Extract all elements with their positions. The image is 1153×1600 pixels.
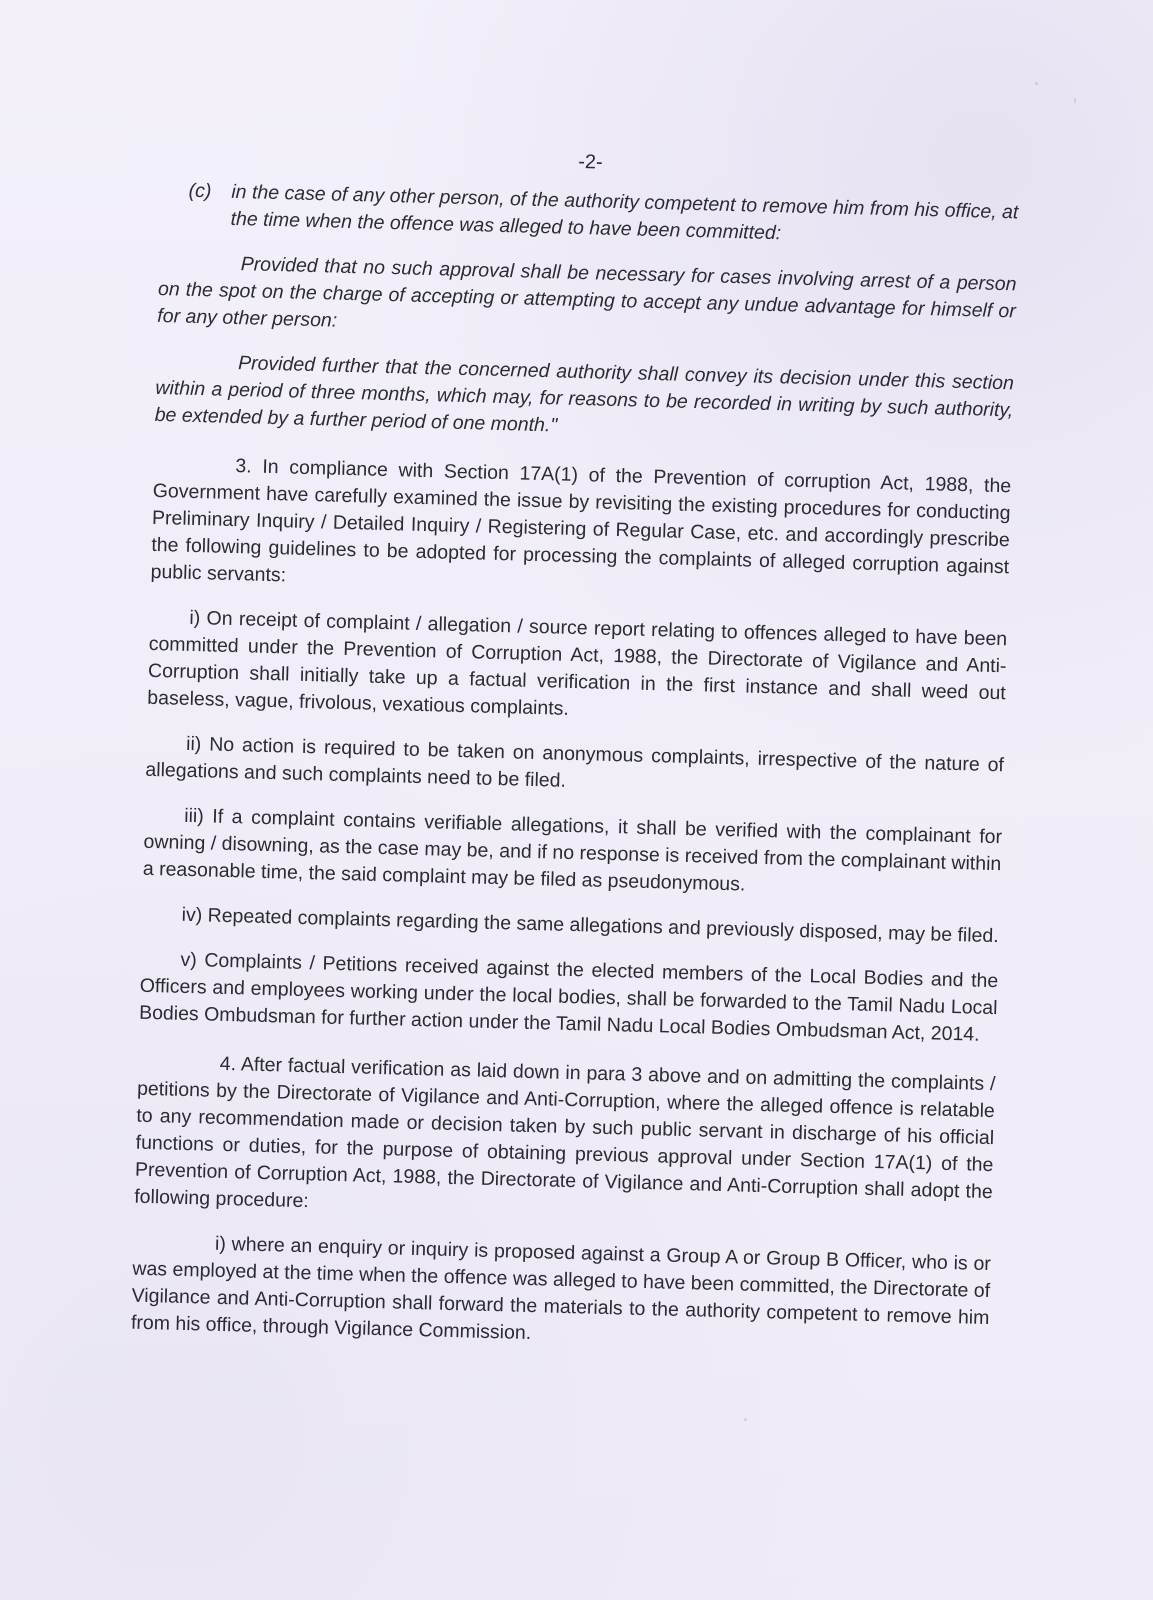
document-body: [130, 138, 1020, 1377]
proviso-1: Provided that no such approval shall be necessary for cases involving arrest of a person on the spot on the charge of accepting or attempting to accept any undue advantage for himself or for any other person:: [157, 253, 1017, 332]
page-number: -2-: [577, 150, 604, 174]
paragraph-3: 3. In compliance with Section 17A(1) of the Prevention of corruption Act, 1988, the Government have carefully examined the issue by revisiting the existing procedures for conducting Preliminary Inquiry / Detailed Inquiry / Registering of Regular Case, etc. and accordingly prescribe the following guidelines to be adopted for processing the complaints of alleged corruption against public servants:: [150, 455, 1012, 587]
paragraph-3-item-i: i) On receipt of complaint / allegation / source report relating to offences alleged to have been committed under the Prevention of Corruption Act, 1988, the Directorate of Vigilance and Anti-Corruption shall initially take up a factual verification in the first instance and shall weed out baseless, vague, frivolous, vexatious complaints.: [147, 606, 1008, 720]
scan-speck: [1035, 82, 1038, 85]
paragraph-4-item-i: i) where an enquiry or inquiry is proposed against a Group A or Group B Officer, who is or was employed at the time when the offence was alleged to have been committed, the Directorate of Vigilance and Anti-Corruption shall forward the materials to the authority competent to remove him from his office, through Vigilance Commission.: [130, 1232, 992, 1345]
paragraph-3-item-iv: iv) Repeated complaints regarding the same allegations and previously disposed, may be filed.: [181, 903, 999, 948]
scan-speck: [1074, 98, 1076, 103]
paragraph-3-item-v: v) Complaints / Petitions received against the elected members of the Local Bodies and the Officers and employees working under the local bodies, shall be forwarded to the Tamil Nadu Local Bodies Ombudsman for further action under the Tamil Nadu Local Bodies Ombudsman Act, 2014.: [138, 948, 999, 1046]
clause-c-text: in the case of any other person, of the authority competent to remove him from his office, at the time when the offence was alleged to have been committed:: [230, 180, 1019, 245]
clause-c: [188, 178, 1019, 254]
clause-c-marker: (c): [188, 179, 212, 203]
paragraph-3-item-iii: iii) If a complaint contains verifiable allegations, it shall be verified with the complainant for owning / disowning, as the case may be, and if no response is received from the complainant within a reasonable time, the said complaint may be filed as pseudonymous.: [142, 804, 1003, 896]
scan-speck: [744, 1418, 747, 1421]
paragraph-3-item-ii: ii) No action is required to be taken on anonymous complaints, irrespective of the nature of allegations and such complaints need to be filed.: [145, 732, 1005, 792]
paragraph-4: 4. After factual verification as laid down in para 3 above and on admitting the complaints / petitions by the Directorate of Vigilance and Anti-Corruption, where the alleged offence is relatable to any recommendation made or decision taken by such public servant in discharge of his official functions or duties, for the purpose of obtaining previous approval under Section 17A(1) of the Prevention of Corruption Act, 1988, the Directorate of Vigilance and Anti-Corruption shall adopt the following procedure:: [133, 1052, 996, 1213]
proviso-2: Provided further that the concerned authority shall convey its decision under this section within a period of three months, which may, for reasons to be recorded in writing by such authority, be extended by a further period of one month.": [154, 352, 1015, 437]
